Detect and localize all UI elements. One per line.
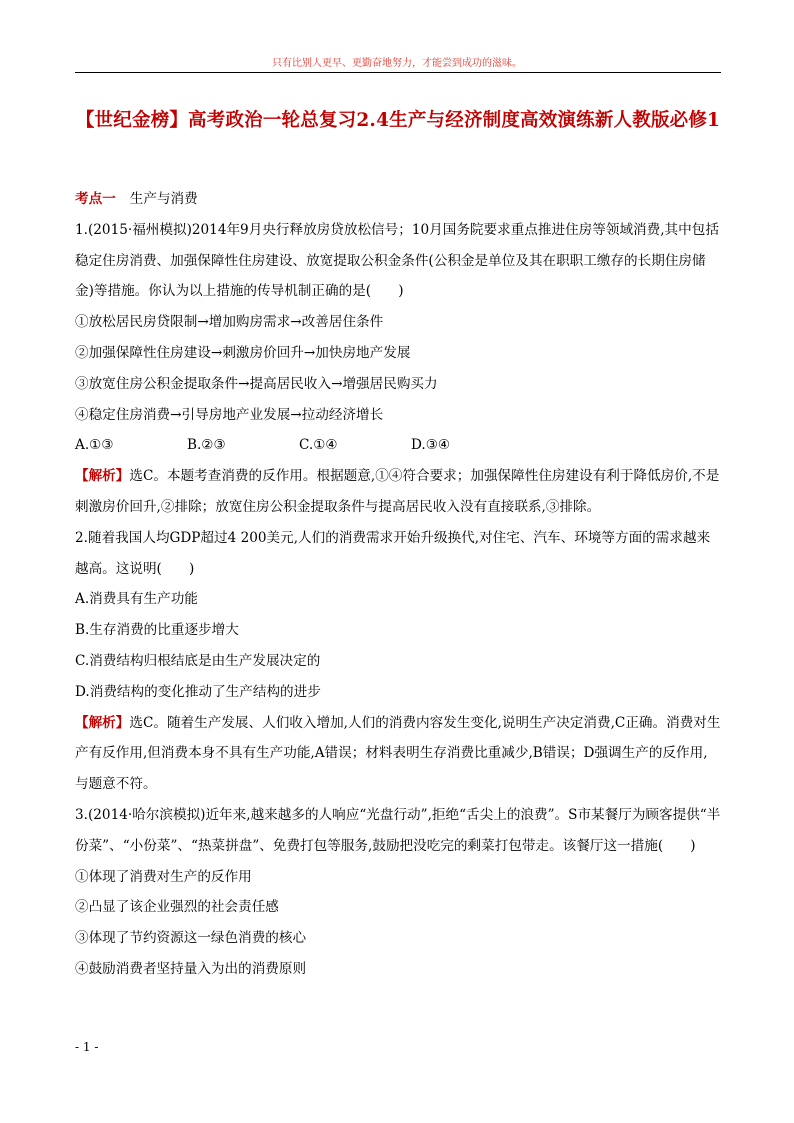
- q1-option-d: D.③④: [411, 437, 451, 454]
- q1-analysis-text: 选C。本题考查消费的反作用。根据题意,①④符合要求；加强保障性住房建设有利于降低房价,不是刺激房价回升,②排除；放宽住房公积金提取条件与提高居民收入没有直接联系,③排除。: [75, 468, 720, 515]
- q3-item-2: ②凸显了该企业强烈的社会责任感: [75, 899, 279, 916]
- q1-item-2: ②加强保障性住房建设→刺激房价回升→加快房地产发展: [75, 344, 411, 361]
- q1-item-3: ③放宽住房公积金提取条件→提高居民收入→增强居民购买力: [75, 375, 438, 392]
- q2-option-c: C.消费结构归根结底是由生产发展决定的: [75, 652, 321, 669]
- header-slogan: 只有比别人更早、更勤奋地努力，才能尝到成功的滋味。: [272, 58, 522, 69]
- q3-item-1: ①体现了消费对生产的反作用: [75, 868, 252, 885]
- q1-item-1: ①放松居民房贷限制→增加购房需求→改善居住条件: [75, 314, 384, 331]
- document-title: 【世纪金榜】高考政治一轮总复习2.4生产与经济制度高效演练新人教版必修1: [75, 110, 721, 131]
- q1-option-b: B.②③: [187, 437, 226, 454]
- page-number: - 1 -: [75, 1040, 99, 1054]
- q2-analysis: [75, 708, 721, 800]
- q1-analysis-tag: 【解析】: [75, 468, 130, 485]
- q2-stem: 2.随着我国人均GDP超过4 200美元,人们的消费需求开始升级换代,对住宅、汽车、环境等方面的需求越来越高。这说明( ): [75, 529, 711, 577]
- section-topic: 生产与消费: [129, 191, 198, 207]
- q2-analysis-tag: 【解析】: [75, 714, 130, 731]
- q2-analysis-text: 选C。随着生产发展、人们收入增加,人们的消费内容发生变化,说明生产决定消费,C正确。消费对生产有反作用,但消费本身不具有生产功能,A错误；材料表明生存消费比重减少,B错误；D强调生产的反作用,与题意不符。: [75, 714, 721, 793]
- section-label: 考点一: [75, 191, 116, 207]
- section-heading: [75, 184, 721, 215]
- q1-option-c: C.①④: [299, 437, 338, 454]
- q1-option-a: A.①③: [75, 437, 114, 454]
- q1-item-4: ④稳定住房消费→引导房地产业发展→拉动经济增长: [75, 406, 384, 423]
- q2-option-d: D.消费结构的变化推动了生产结构的进步: [75, 683, 321, 700]
- q1-options: [75, 430, 721, 461]
- document-body: [75, 184, 721, 985]
- q2-option-b: B.生存消费的比重逐步增大: [75, 622, 239, 639]
- q3-item-3: ③体现了节约资源这一绿色消费的核心: [75, 930, 307, 947]
- q3-stem: 3.(2014·哈尔滨模拟)近年来,越来越多的人响应“光盘行动”,拒绝“舌尖上的浪费”。S市某餐厅为顾客提供“半份菜”、“小份菜”、“热菜拼盘”、免费打包等服务,鼓励把没吃完的剩菜打包带走。该餐厅这一措施( ): [75, 806, 721, 854]
- q1-stem: 1.(2015·福州模拟)2014年9月央行释放房贷放松信号；10月国务院要求重点推进住房等领域消费,其中包括稳定住房消费、加强保障性住房建设、放宽提取公积金条件(公积金是单位及其在职职工缴存的长期住房储金)等措施。你认为以上措施的传导机制正确的是( ): [75, 221, 719, 300]
- q3-item-4: ④鼓励消费者坚持量入为出的消费原则: [75, 960, 307, 977]
- q2-option-a: A.消费具有生产功能: [75, 591, 198, 608]
- q1-analysis: [75, 461, 721, 523]
- header-divider: [75, 72, 721, 73]
